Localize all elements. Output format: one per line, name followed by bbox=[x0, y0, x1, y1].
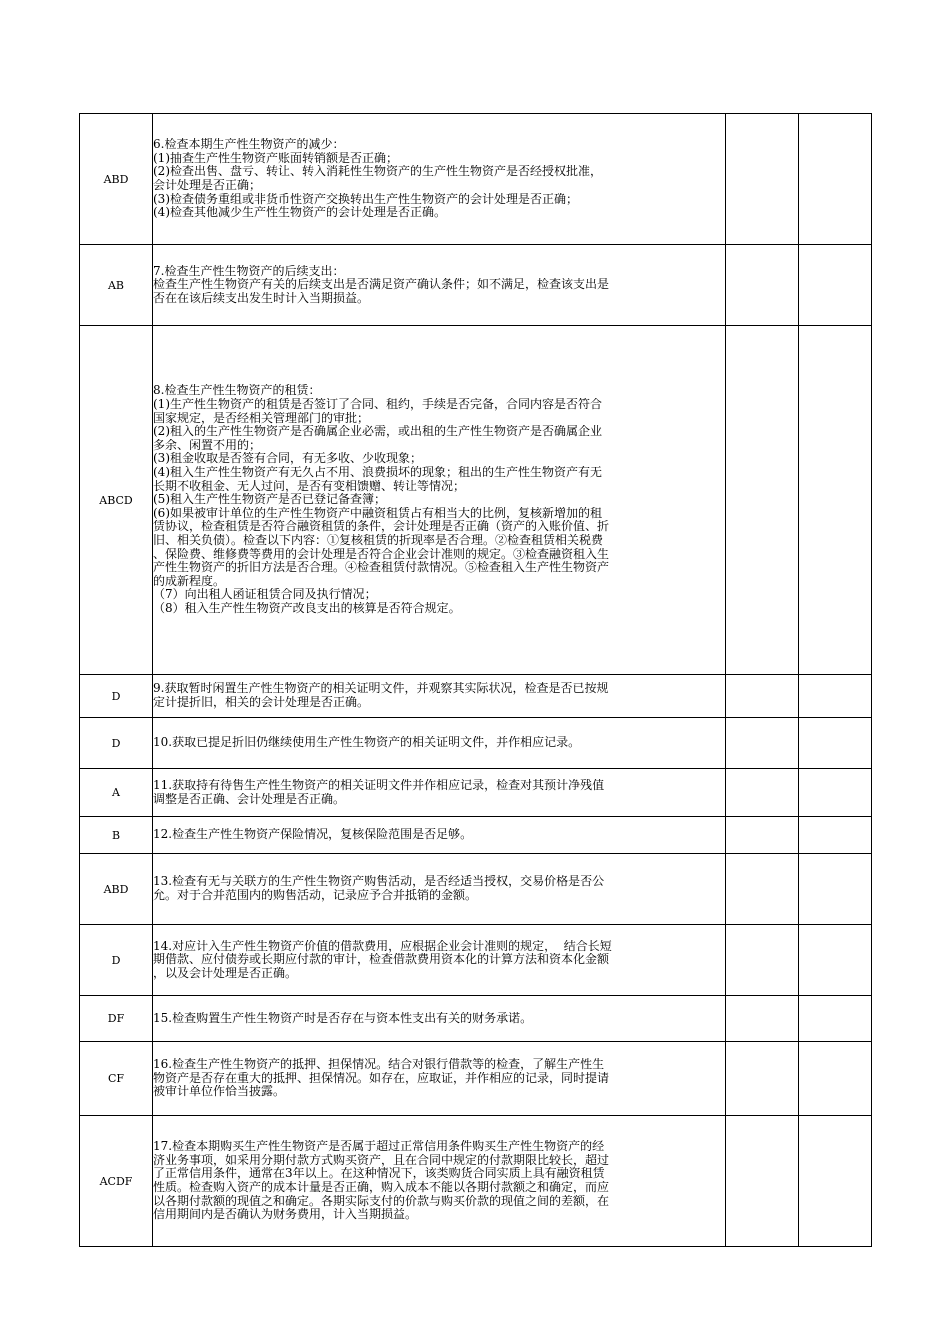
procedure-text-line: 定计提折旧，相关的会计处理是否正确。 bbox=[153, 696, 370, 709]
blank-cell-2 bbox=[799, 817, 872, 854]
blank-cell-1 bbox=[726, 1042, 799, 1116]
table-row bbox=[80, 996, 872, 1042]
assertion-code-cell: D bbox=[80, 718, 153, 769]
procedure-text-line: (5)租入生产性生物资产是否已登记备查簿； bbox=[153, 493, 386, 507]
blank-cell-2 bbox=[799, 854, 872, 925]
blank-cell-2 bbox=[799, 1042, 872, 1116]
procedure-text-line: 9.获取暂时闲置生产性生物资产的相关证明文件，并观察其实际状况，检查是否已按规 bbox=[153, 682, 609, 696]
procedure-text-line: 6.检查本期生产性生物资产的减少： bbox=[153, 138, 345, 152]
procedure-cell bbox=[153, 769, 726, 817]
procedure-text-line: 12.检查生产性生物资产保险情况，复核保险范围是否足够。 bbox=[153, 828, 473, 842]
procedure-cell bbox=[153, 245, 726, 326]
table-row bbox=[80, 854, 872, 925]
procedure-text-line: （7）向出租人函证租赁合同及执行情况； bbox=[153, 588, 377, 602]
procedure-text-line: 允。对于合并范围内的购售活动，记录应予合并抵销的金额。 bbox=[153, 889, 478, 902]
procedure-text-line: 否在在该后续支出发生时计入当期损益。 bbox=[153, 291, 370, 305]
procedure-text-line: 、保险费、维修费等费用的会计处理是否符合企业会计准则的规定。③检查融资租入生 bbox=[153, 547, 610, 561]
blank-cell-1 bbox=[726, 996, 799, 1042]
assertion-code-cell: ABD bbox=[80, 854, 153, 925]
procedure-text-line: (4)租入生产性生物资产有无久占不用、浪费损坏的现象；租出的生产性生物资产有无 bbox=[153, 466, 603, 480]
procedure-text-line: 了正常信用条件，通常在3年以上。在这种情况下，该类购货合同实质上具有融资租赁 bbox=[153, 1167, 605, 1181]
procedure-cell bbox=[153, 925, 726, 996]
procedure-text-line: 物资产是否存在重大的抵押、担保情况。如存在，应取证，并作相应的记录，同时提请 bbox=[153, 1071, 610, 1085]
blank-cell-2 bbox=[799, 1116, 872, 1247]
assertion-code-cell: ABCD bbox=[80, 326, 153, 675]
procedure-text-line: 调整是否正确、会计处理是否正确。 bbox=[153, 792, 346, 806]
procedure-cell bbox=[153, 675, 726, 718]
procedure-text-line: 17.检查本期购买生产性生物资产是否属于超过正常信用条件购买生产性生物资产的经 bbox=[153, 1140, 605, 1154]
assertion-code-cell: D bbox=[80, 925, 153, 996]
procedure-text-line: ，以及会计处理是否正确。 bbox=[153, 966, 298, 980]
procedure-text-line: 产性生物资产的折旧方法是否合理。④检查租赁付款情况。⑤检查租入生产性生物资产 bbox=[153, 561, 610, 575]
procedure-text-line: 13.检查有无与关联方的生产性生物资产购售活动，是否经适当授权，交易价格是否公 bbox=[153, 875, 605, 889]
audit-procedure-table bbox=[79, 113, 872, 1247]
procedure-text-line: 的成新程度。 bbox=[153, 574, 226, 588]
table-row bbox=[80, 675, 872, 718]
procedure-text-line: 14.对应计入生产性生物资产价值的借款费用，应根据企业会计准则的规定， 结合长短 bbox=[153, 939, 612, 953]
assertion-code-cell: ACDF bbox=[80, 1116, 153, 1247]
assertion-code-cell: AB bbox=[80, 245, 153, 326]
procedure-text-line: （8）租入生产性生物资产改良支出的核算是否符合规定。 bbox=[153, 601, 461, 615]
blank-cell-2 bbox=[799, 925, 872, 996]
blank-cell-2 bbox=[799, 996, 872, 1042]
procedure-text-line: 7.检查生产性生物资产的后续支出： bbox=[153, 264, 345, 278]
procedure-text-line: 会计处理是否正确； bbox=[153, 179, 262, 192]
procedure-text-line: (6)如果被审计单位的生产性生物资产中融资租赁占有相当大的比例，复核新增加的租 bbox=[153, 506, 603, 520]
blank-cell-1 bbox=[726, 326, 799, 675]
procedure-text-line: 信用期间内是否确认为财务费用，计入当期损益。 bbox=[153, 1208, 418, 1222]
assertion-code-cell: ABD bbox=[80, 114, 153, 245]
blank-cell-1 bbox=[726, 675, 799, 718]
procedure-text-line: (1)抽查生产性生物资产账面转销额是否正确； bbox=[153, 151, 398, 165]
procedure-cell bbox=[153, 1116, 726, 1247]
procedure-text-line: (2)租入的生产性生物资产是否确属企业必需，或出租的生产性生物资产是否确属企业 bbox=[153, 425, 603, 439]
table-row bbox=[80, 925, 872, 996]
procedure-text-line: 性质。检查购入资产的成本计量是否正确，购入成本不能以各期付款额之和确定，而应 bbox=[153, 1181, 610, 1194]
procedure-text-line: 旧、相关负债）。检查以下内容：①复核租赁的折现率是否合理。②检查租赁相关税费 bbox=[153, 533, 604, 547]
procedure-text-line: 15.检查购置生产性生物资产时是否存在与资本性支出有关的财务承诺。 bbox=[153, 1011, 533, 1025]
procedure-cell bbox=[153, 1042, 726, 1116]
procedure-text-line: 被审计单位作恰当披露。 bbox=[153, 1085, 286, 1099]
table-row bbox=[80, 245, 872, 326]
procedure-text-line: 多余、闲置不用的； bbox=[153, 438, 262, 452]
table-row bbox=[80, 718, 872, 769]
blank-cell-2 bbox=[799, 114, 872, 245]
assertion-code-cell: D bbox=[80, 675, 153, 718]
procedure-text-line: 赁协议，检查租赁是否符合融资租赁的条件，会计处理是否正确（资产的入账价值、折 bbox=[153, 520, 610, 534]
procedure-cell bbox=[153, 326, 726, 675]
procedure-text-line: (4)检查其他减少生产性生物资产的会计处理是否正确。 bbox=[153, 206, 447, 220]
procedure-cell bbox=[153, 718, 726, 769]
blank-cell-2 bbox=[799, 718, 872, 769]
blank-cell-2 bbox=[799, 675, 872, 718]
table-row bbox=[80, 1042, 872, 1116]
blank-cell-1 bbox=[726, 925, 799, 996]
procedure-text-line: (1)生产性生物资产的租赁是否签订了合同、租约，手续是否完备，合同内容是否符合 bbox=[153, 398, 603, 412]
blank-cell-1 bbox=[726, 718, 799, 769]
procedure-text-line: 16.检查生产性生物资产的抵押、担保情况。结合对银行借款等的检查，了解生产性生 bbox=[153, 1058, 605, 1072]
procedure-cell bbox=[153, 114, 726, 245]
blank-cell-1 bbox=[726, 817, 799, 854]
blank-cell-1 bbox=[726, 769, 799, 817]
procedure-text-line: 长期不收租金、无人过问，是否有变相馈赠、转让等情况； bbox=[153, 479, 466, 493]
procedure-text-line: 期借款、应付债券或长期应付款的审计，检查借款费用资本化的计算方法和资本化金额 bbox=[153, 953, 610, 967]
blank-cell-2 bbox=[799, 245, 872, 326]
assertion-code-cell: CF bbox=[80, 1042, 153, 1116]
assertion-code-cell: DF bbox=[80, 996, 153, 1042]
table-row bbox=[80, 1116, 872, 1247]
procedure-text-line: (2)检查出售、盘亏、转让、转入消耗性生物资产的生产性生物资产是否经授权批准， bbox=[153, 165, 603, 179]
table-body bbox=[80, 114, 872, 1247]
table-row bbox=[80, 817, 872, 854]
assertion-code-cell: B bbox=[80, 817, 153, 854]
procedure-text-line: 国家规定，是否经相关管理部门的审批； bbox=[153, 411, 370, 425]
table-row bbox=[80, 769, 872, 817]
blank-cell-2 bbox=[799, 326, 872, 675]
procedure-text-line: 检查生产性生物资产有关的后续支出是否满足资产确认条件；如不满足，检查该支出是 bbox=[153, 278, 610, 292]
blank-cell-1 bbox=[726, 245, 799, 326]
procedure-text-line: 11.获取持有待售生产性生物资产的相关证明文件并作相应记录，检查对其预计净残值 bbox=[153, 778, 605, 792]
procedure-text-line: 8.检查生产性生物资产的租赁： bbox=[153, 384, 321, 398]
assertion-code-cell: A bbox=[80, 769, 153, 817]
blank-cell-1 bbox=[726, 854, 799, 925]
procedure-text-line: (3)租金收取是否签有合同，有无多收、少收现象； bbox=[153, 452, 422, 466]
procedure-cell bbox=[153, 996, 726, 1042]
table-row bbox=[80, 326, 872, 675]
blank-cell-1 bbox=[726, 1116, 799, 1247]
procedure-cell bbox=[153, 854, 726, 925]
procedure-text-line: 以各期付款额的现值之和确定。各期实际支付的价款与购买价款的现值之间的差额，在 bbox=[153, 1194, 610, 1208]
blank-cell-1 bbox=[726, 114, 799, 245]
procedure-text-line: (3)检查债务重组或非货币性资产交换转出生产性生物资产的会计处理是否正确； bbox=[153, 192, 579, 206]
procedure-text-line: 济业务事项，如采用分期付款方式购买资产，且在合同中规定的付款期限比较长，超过 bbox=[153, 1153, 610, 1167]
procedure-cell bbox=[153, 817, 726, 854]
procedure-text-line: 10.获取已提足折旧仍继续使用生产性生物资产的相关证明文件，并作相应记录。 bbox=[153, 736, 581, 750]
table-row bbox=[80, 114, 872, 245]
blank-cell-2 bbox=[799, 769, 872, 817]
